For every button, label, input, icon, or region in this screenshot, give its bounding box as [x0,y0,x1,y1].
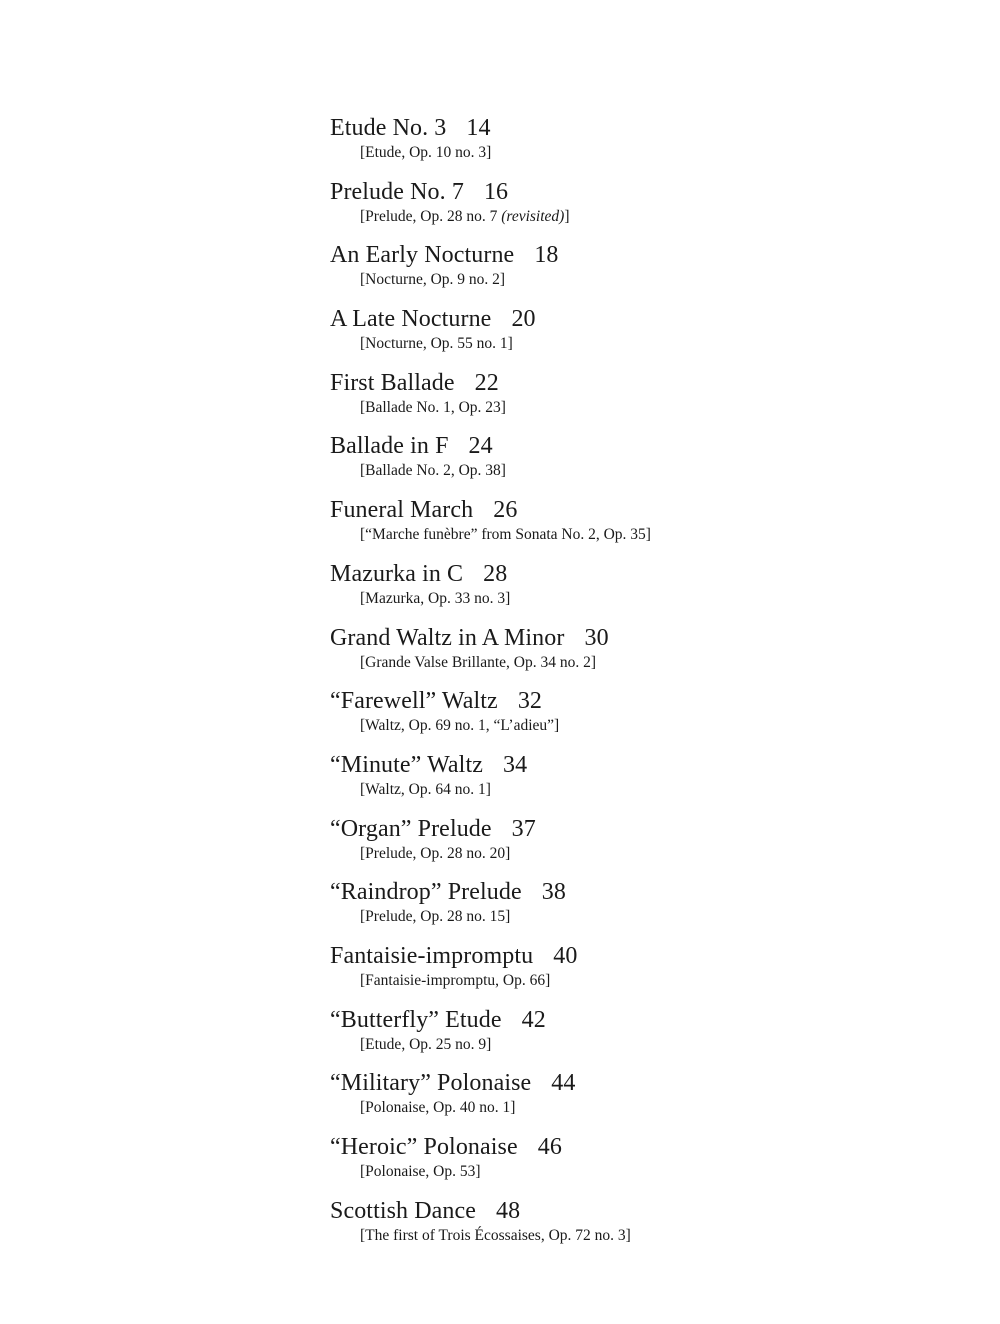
toc-entry-title: “Butterfly” Etude [330,1006,502,1033]
toc-entry [330,942,970,1006]
toc-entry-subtitle [360,1226,970,1246]
toc-entry-title: “Farewell” Waltz [330,688,498,715]
toc-entry-subtitle [360,143,970,163]
toc-entry-subtitle [360,907,970,927]
subtitle-text: [Fantaisie-impromptu, Op. 66] [360,971,551,989]
toc-entry-subtitle [360,461,970,481]
toc-entry-page-number: 48 [496,1197,521,1224]
toc-entry [330,815,970,879]
toc-entry-subtitle [360,525,970,545]
toc-entry-title: Mazurka in C [330,560,464,587]
subtitle-text: [Prelude, Op. 28 no. 15] [360,908,511,926]
toc-entry-subtitle [360,207,970,227]
toc-entry-title-line [330,878,970,906]
subtitle-text: [Waltz, Op. 69 no. 1, “L’adieu”] [360,717,560,735]
toc-entry-subtitle [360,971,970,991]
toc-entry [330,1197,970,1261]
toc-entry-page-number: 32 [517,688,543,715]
subtitle-text: [Prelude, Op. 28 no. 7 [360,207,502,225]
toc-entry [330,1133,970,1197]
toc-entry-title-line [330,1006,970,1034]
subtitle-text: [Ballade No. 1, Op. 23] [360,398,506,416]
toc-entry-page-number: 38 [541,879,566,906]
subtitle-italic: (revisited) [501,207,565,225]
toc-entry-title: Scottish Dance [330,1197,477,1224]
toc-entry-page-number: 18 [534,242,559,269]
toc-entry-page-number: 37 [511,815,536,842]
toc-entry-title-line [330,1133,970,1161]
toc-entry-page-number: 24 [468,433,493,460]
toc-entry-page-number: 14 [466,115,491,141]
subtitle-text: [Nocturne, Op. 55 no. 1] [360,335,513,353]
toc-entry-page-number: 30 [584,624,609,651]
toc-entry-subtitle [360,1098,970,1118]
subtitle-text: [Ballade No. 2, Op. 38] [360,462,506,480]
toc-entry-title-line [330,496,970,524]
toc-entry-page-number: 40 [553,942,578,969]
toc-entry-title-line [330,432,970,460]
toc-entry-subtitle [360,780,970,800]
toc-entry [330,432,970,496]
subtitle-text: [Polonaise, Op. 53] [360,1163,481,1180]
toc-entry-subtitle [360,653,970,673]
subtitle-text: [The first of Trois Écossaises, Op. 72 no. 3] [360,1226,631,1244]
toc-entry-page-number: 44 [551,1070,576,1097]
toc-entry-title-line [330,178,970,206]
toc-entry-page-number: 16 [483,178,509,205]
toc-entry [330,305,970,369]
toc-entry-page-number: 28 [483,560,508,587]
toc-entry-title: Ballade in F [330,433,449,460]
subtitle-text: [Polonaise, Op. 40 no. 1] [360,1099,516,1117]
toc-entry [330,496,970,560]
toc-entry [330,560,970,624]
toc-entry-title: “Organ” Prelude [330,815,492,842]
toc-entry-title: First Ballade [330,369,455,396]
toc-entry [330,369,970,433]
toc-entry-title: “Minute” Waltz [330,751,483,778]
toc-entry-title: Prelude No. 7 [330,178,464,205]
toc-entry-title: A Late Nocturne [330,306,492,333]
toc-entry-subtitle [360,398,970,418]
toc-entry-title: “Military” Polonaise [330,1070,532,1097]
toc-entry-page-number: 22 [474,369,499,396]
toc-entry-title-line [330,1197,970,1225]
toc-entry-subtitle [360,1162,970,1182]
subtitle-text: [Mazurka, Op. 33 no. 3] [360,589,511,607]
toc-entry [330,624,970,688]
toc-entry [330,687,970,751]
toc-entry-subtitle [360,716,970,736]
toc-entry-title-line [330,1069,970,1097]
subtitle-end: ] [564,207,570,225]
toc-entry-subtitle [360,334,970,354]
toc-entry-title-line [330,241,970,269]
toc-entry-title: An Early Nocturne [330,242,515,269]
toc-entry-title-line [330,560,970,588]
toc-entry [330,114,970,178]
toc-entry-title: Funeral March [330,497,474,524]
toc-entry-subtitle [360,1035,970,1055]
toc-entry-page-number: 26 [493,497,518,524]
toc-entry-title-line [330,624,970,652]
toc-entry [330,878,970,942]
toc-entry-page-number: 42 [521,1006,546,1033]
toc-entry-title-line [330,305,970,333]
toc-entry-page-number: 34 [502,751,528,778]
toc-entry [330,241,970,305]
toc-entry-title-line [330,114,970,142]
toc-entry-page-number: 46 [537,1134,562,1160]
toc-entry [330,1069,970,1133]
subtitle-text: [Grande Valse Brillante, Op. 34 no. 2] [360,653,597,671]
toc-entry [330,178,970,242]
toc-entry-title: “Heroic” Polonaise [330,1134,518,1160]
toc-entry-subtitle [360,589,970,609]
subtitle-text: [Nocturne, Op. 9 no. 2] [360,271,506,289]
toc-entry-subtitle [360,270,970,290]
subtitle-text: [Etude, Op. 10 no. 3] [360,144,492,161]
toc-entry-title-line [330,751,970,779]
toc-entry-title: Etude No. 3 [330,115,447,141]
subtitle-text: [“Marche funèbre” from Sonata No. 2, Op. 35] [360,526,651,544]
toc-entry-title-line [330,815,970,843]
toc-entry-title: Fantaisie-impromptu [330,942,534,969]
subtitle-text: [Waltz, Op. 64 no. 1] [360,780,491,798]
toc-entry-title: “Raindrop” Prelude [330,879,522,906]
toc-entry [330,751,970,815]
toc-entry [330,1006,970,1070]
toc-entry-subtitle [360,844,970,864]
toc-entry-page-number: 20 [511,306,536,333]
toc-entry-title-line [330,687,970,715]
subtitle-text: [Prelude, Op. 28 no. 20] [360,844,511,862]
table-of-contents [330,114,970,1260]
toc-entry-title-line [330,942,970,970]
toc-entry-title-line [330,369,970,397]
subtitle-text: [Etude, Op. 25 no. 9] [360,1035,492,1053]
toc-entry-title: Grand Waltz in A Minor [330,624,565,651]
